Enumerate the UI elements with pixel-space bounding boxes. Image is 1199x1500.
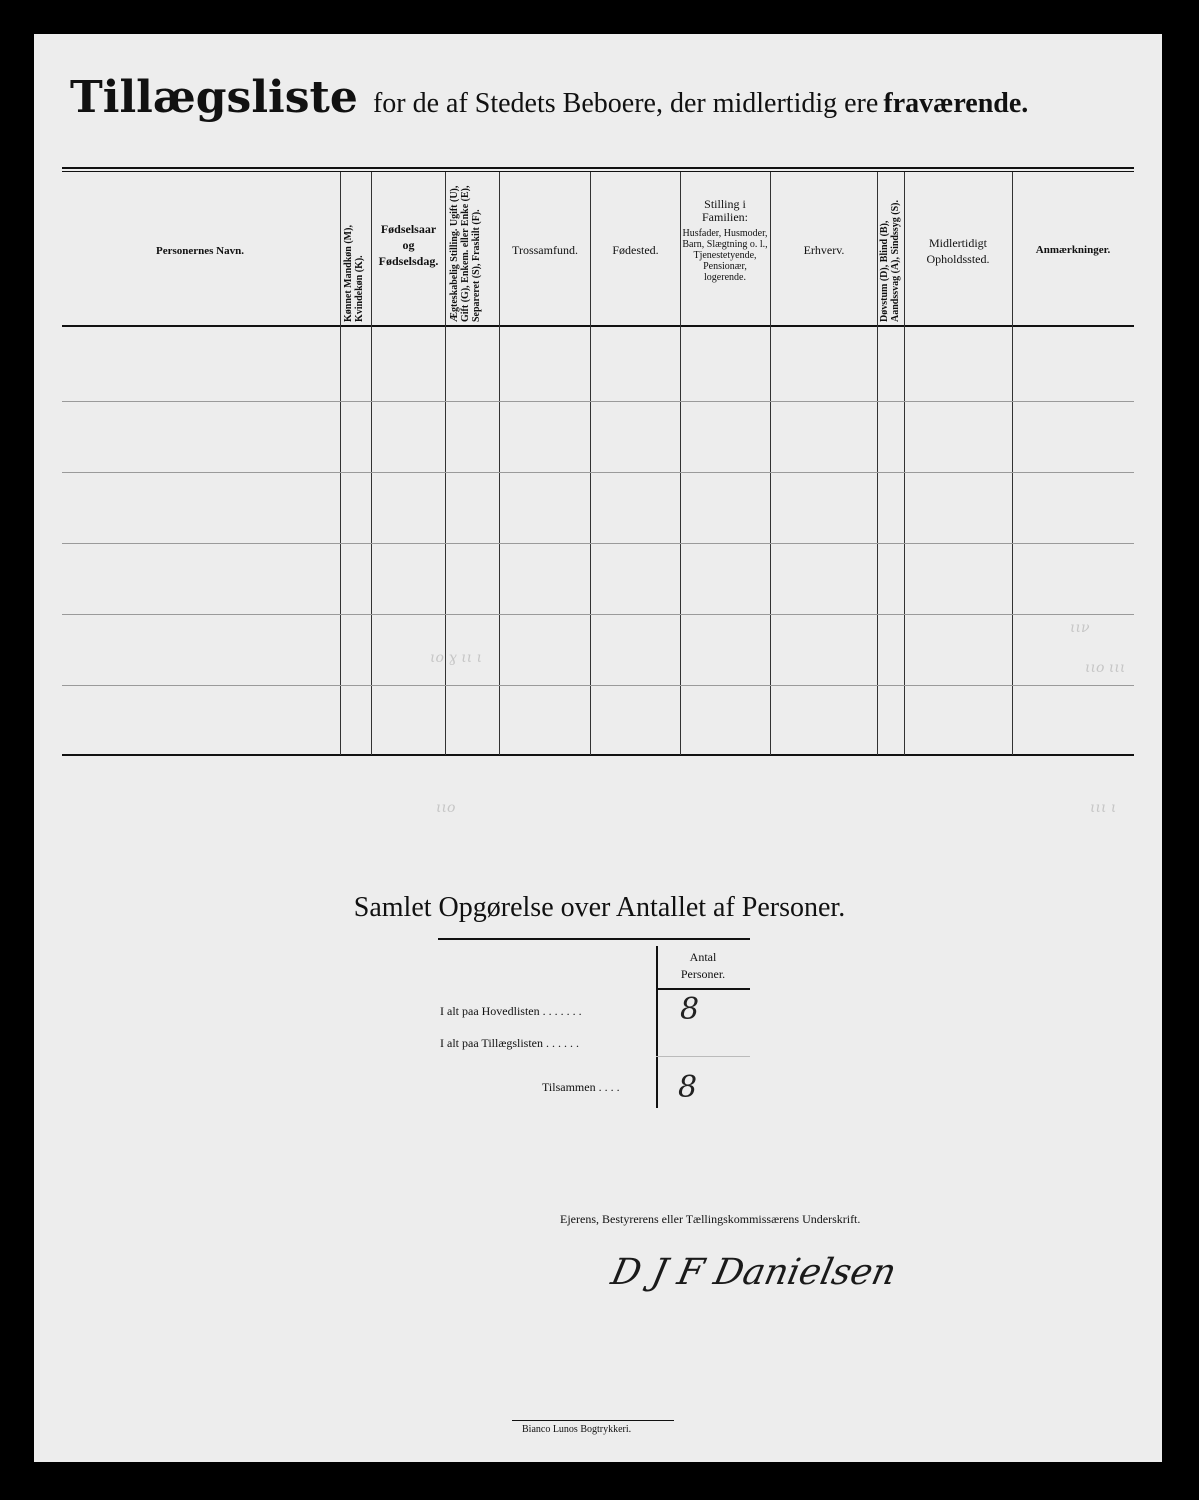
header-remarks: Anmærkninger. [1035,244,1111,256]
summary-top-rule [438,938,750,940]
header-birth-line3: Fødselsdag. [378,254,439,268]
summary-col-header [658,951,748,981]
summary-title: Samlet Opgørelse over Antallet af Personer. [353,892,846,923]
printer-imprint: Bianco Lunos Bogtrykkeri. [522,1424,632,1435]
row-divider [62,401,1134,402]
summary-row-total: Tilsammen . . . . [542,1080,620,1094]
header-marital [449,176,497,322]
header-bottom-rule [62,325,1134,327]
signature: D J F Danielsen [607,1252,900,1293]
summary-value-main-list: 8 [680,992,700,1027]
summary-subtotal-rule [656,1056,750,1057]
header-temp-residence: Midlertidigt Opholdssted. [926,236,990,266]
header-birth [372,223,445,268]
column-divider [340,172,341,755]
column-divider [770,172,771,755]
summary-col-header-2: Personer. [680,967,726,981]
row-divider [62,614,1134,615]
row-divider [62,472,1134,473]
header-family [682,198,768,283]
header-family-detail: Husfader, Husmoder, Barn, Slægtning o. l., Tjenestetyende, Pensionær, logerende. [682,228,768,283]
column-divider [877,172,878,755]
header-marital-text: Ægteskabelig Stilling. Ugift (U), Gift (G), Enkem. eller Enke (E), Separeret (S), Fraskilt (F). [449,185,482,322]
header-disability [879,176,903,322]
title-bold-end: fraværende. [883,88,1029,119]
summary-row-main-list: I alt paa Hovedlisten . . . . . . . [440,1004,582,1018]
summary-header-rule [656,988,750,990]
header-birth-line2: og [402,238,415,252]
title-rest: for de af Stedets Beboere, der midlertidig ere [372,88,879,119]
header-birth-line1: Fødselsaar [380,222,437,236]
summary-value-total: 8 [678,1070,698,1105]
bleed-through-mark: ιο ɣ ιι ι [430,650,483,666]
header-disability-text: Døvstum (D), Blind (B), Aandssvag (A), Sindssyg (S). [879,200,901,322]
header-name: Personernes Navn. [156,245,244,257]
printer-rule [512,1420,674,1421]
header-birthplace: Fødested. [612,243,659,257]
header-gender [343,176,369,322]
row-divider [62,685,1134,686]
header-occupation: Erhverv. [803,243,845,257]
header-family-title: Stilling i Familien: [702,197,748,224]
form-title [70,72,1070,123]
bleed-through-mark: ιιο [436,800,456,816]
title-main: Tillægsliste [70,72,358,123]
table-top-rule [62,167,1134,169]
summary-col-header-1: Antal [689,950,717,964]
summary-row-supplement-list: I alt paa Tillægslisten . . . . . . [440,1036,580,1050]
table-top-rule-thin [62,171,1134,172]
column-divider [680,172,681,755]
row-divider [62,543,1134,544]
bleed-through-mark: ιιν [1070,620,1090,636]
bleed-through-mark: ιιο ιιι [1085,660,1126,676]
table-bottom-rule [62,754,1134,756]
header-religion: Trossamfund. [512,243,578,257]
signature-caption: Ejerens, Bestyrerens eller Tællingskommissærens Underskrift. [560,1212,861,1226]
header-gender-text: Kønnet Mandkøn (M), Kvindekøn (K). [343,225,365,322]
bleed-through-mark: ιιι ι [1090,800,1117,816]
